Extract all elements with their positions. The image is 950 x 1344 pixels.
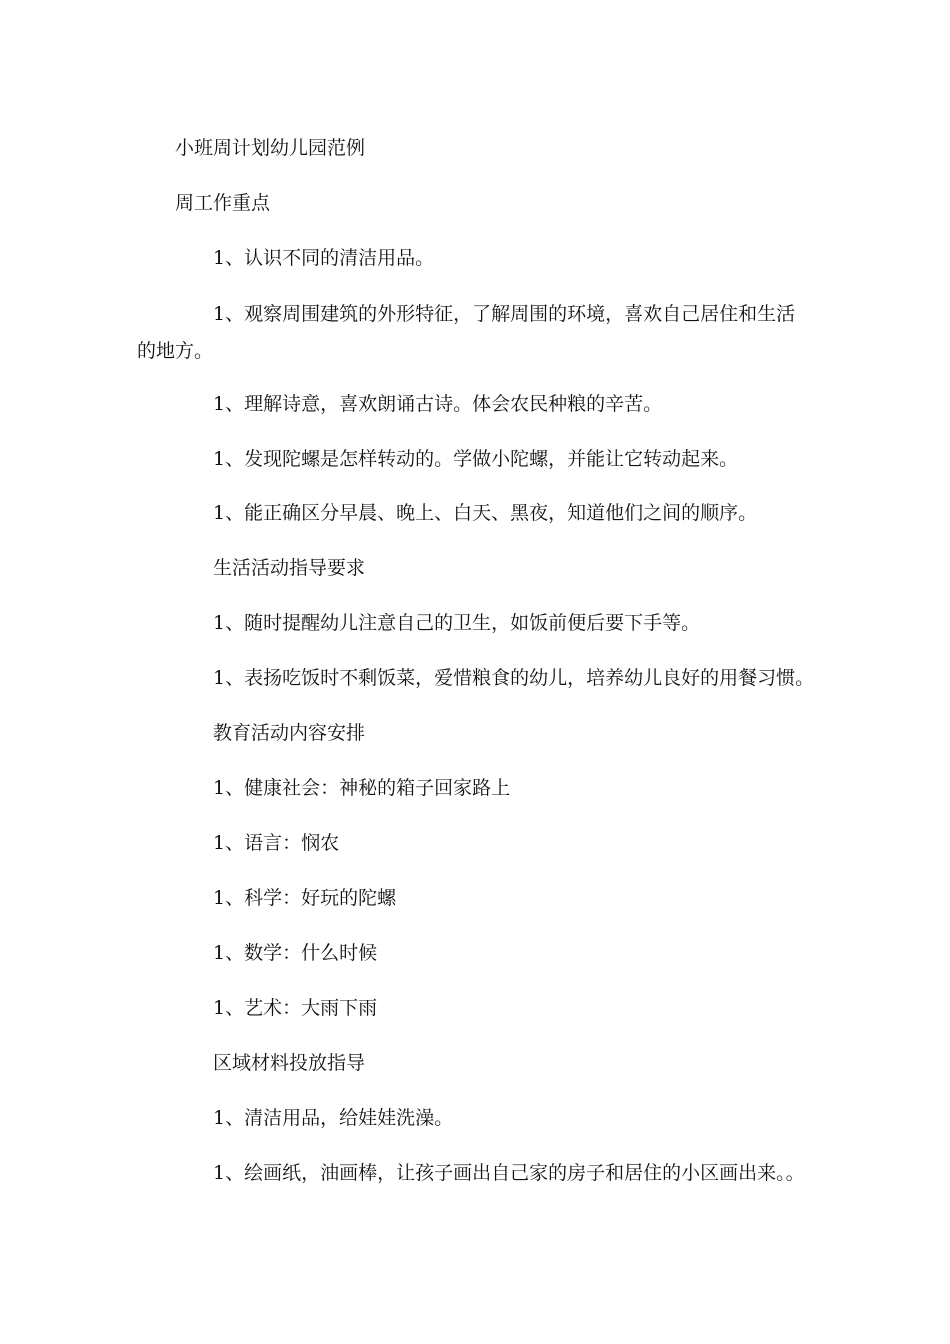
section-heading-area-materials: 区域材料投放指导	[213, 1052, 366, 1074]
section-heading-daily-life: 生活活动指导要求	[213, 557, 366, 579]
list-item: 1、科学：好玩的陀螺	[213, 887, 397, 909]
section-heading-weekly-focus: 周工作重点	[175, 192, 271, 214]
list-item-continuation: 的地方。	[137, 340, 214, 362]
list-item: 1、绘画纸，油画棒，让孩子画出自己家的房子和居住的小区画出来。。	[213, 1162, 805, 1184]
list-item: 1、理解诗意，喜欢朗诵古诗。体会农民种粮的辛苦。	[213, 393, 663, 415]
list-item: 1、艺术：大雨下雨	[213, 997, 378, 1019]
list-item: 1、表扬吃饭时不剩饭菜，爱惜粮食的幼儿，培养幼儿良好的用餐习惯。	[213, 667, 815, 689]
list-item: 1、观察周围建筑的外形特征，了解周围的环境，喜欢自己居住和生活	[213, 303, 796, 325]
list-item: 1、健康社会：神秘的箱子回家路上	[213, 777, 511, 799]
list-item: 1、发现陀螺是怎样转动的。学做小陀螺，并能让它转动起来。	[213, 448, 739, 470]
list-item: 1、认识不同的清洁用品。	[213, 247, 435, 269]
list-item: 1、语言：悯农	[213, 832, 340, 854]
list-item: 1、清洁用品，给娃娃洗澡。	[213, 1107, 454, 1129]
list-item: 1、能正确区分早晨、晚上、白天、黑夜，知道他们之间的顺序。	[213, 502, 758, 524]
document-title: 小班周计划幼儿园范例	[175, 137, 366, 159]
list-item: 1、随时提醒幼儿注意自己的卫生，如饭前便后要下手等。	[213, 612, 701, 634]
section-heading-education: 教育活动内容安排	[213, 722, 366, 744]
list-item: 1、数学：什么时候	[213, 942, 378, 964]
